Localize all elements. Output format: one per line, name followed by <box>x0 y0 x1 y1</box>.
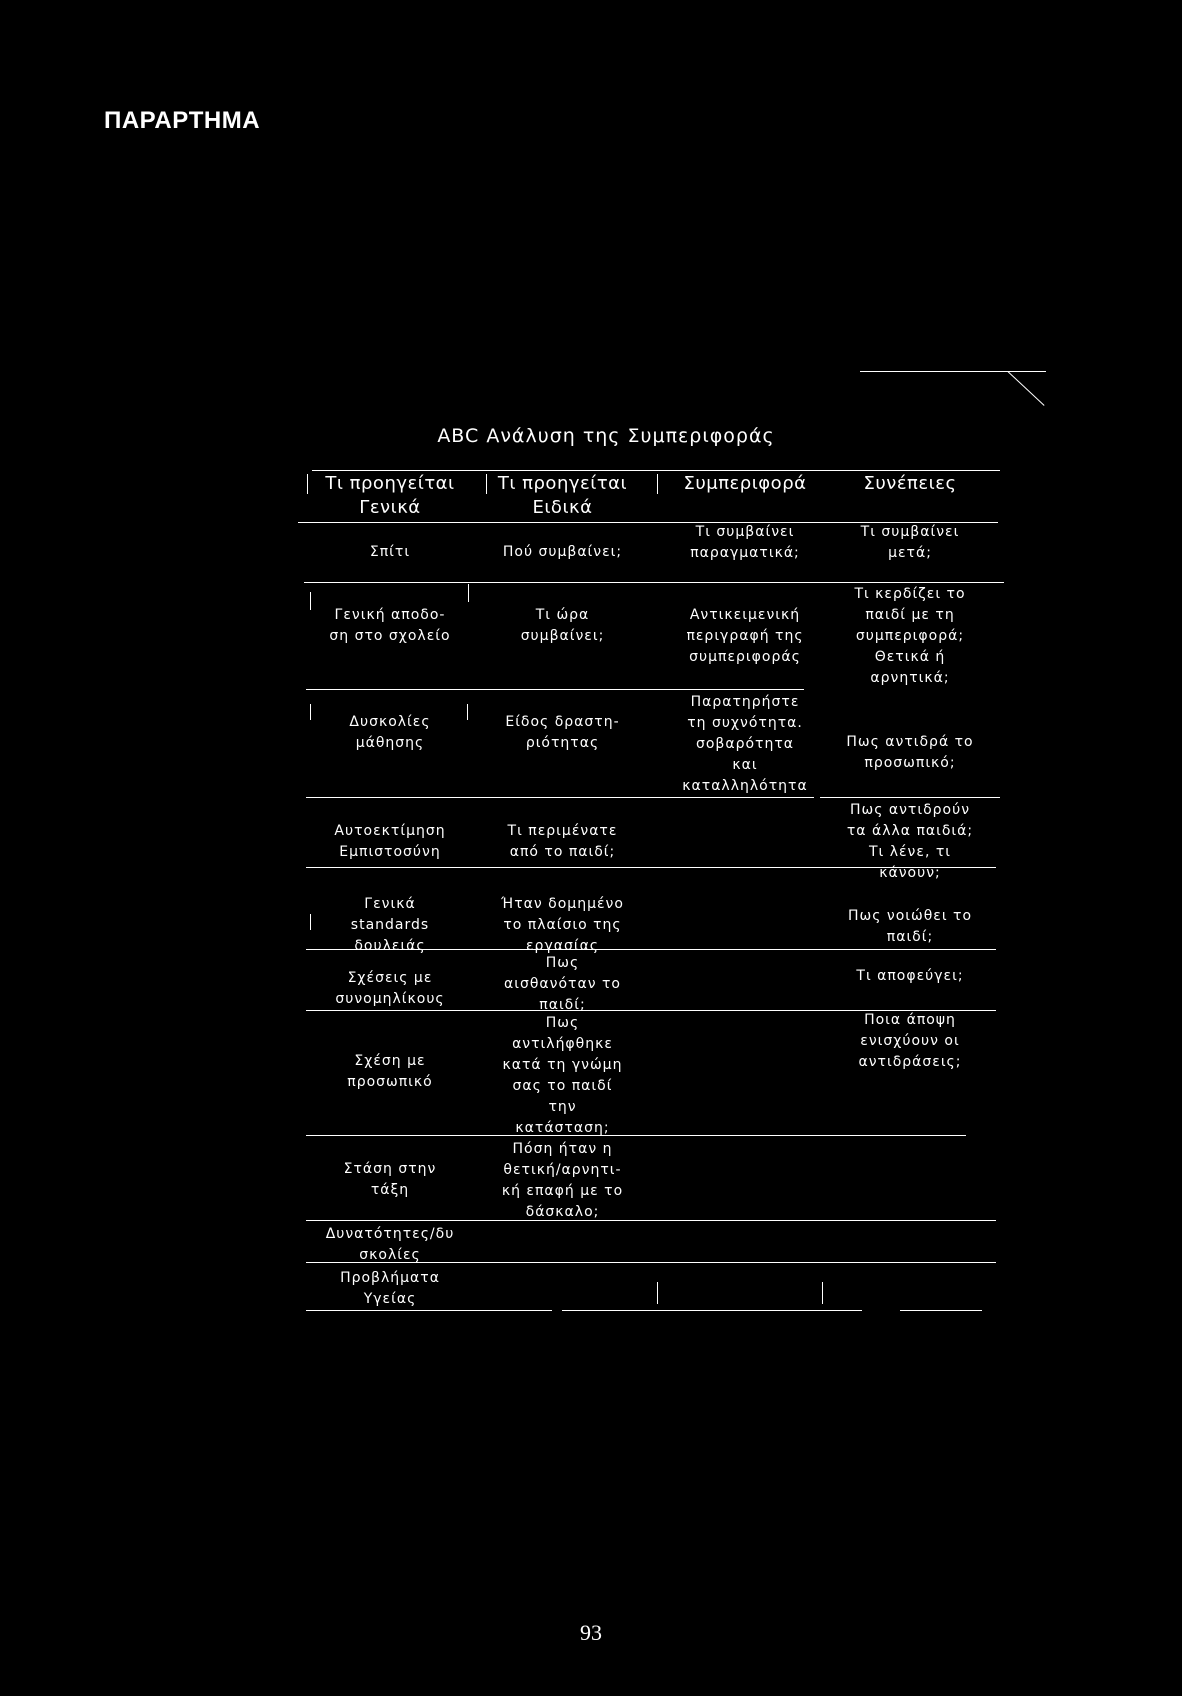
header-line: Τι προηγείται <box>497 473 628 494</box>
col4-cell <box>815 966 1005 987</box>
cell-line: Υγείας <box>363 1291 417 1307</box>
cell-line: Πως <box>545 1015 580 1031</box>
col2-cell <box>470 1139 655 1223</box>
cell-line: τα άλλα παιδιά; <box>846 823 974 839</box>
cell-line: κατάσταση; <box>515 1120 610 1136</box>
subheader-line: Σπίτι <box>369 544 411 560</box>
col1-cell <box>300 968 480 1010</box>
col2-cell <box>470 605 655 647</box>
corner-line <box>860 371 1046 372</box>
cell-line: σας το παιδί <box>512 1078 613 1094</box>
col1-cell <box>300 1268 480 1310</box>
cell-line: συνομηλίκους <box>335 991 445 1007</box>
cell-line: αρνητικά; <box>870 670 950 686</box>
subheader-line: μετά; <box>888 545 932 561</box>
header-line: Συμπεριφορά <box>683 473 807 494</box>
cell-line: ση στο σχολείο <box>329 628 451 644</box>
cell-line: Πως <box>545 955 580 971</box>
cell-line: Πόση ήταν η <box>512 1141 613 1157</box>
column-divider <box>657 474 658 494</box>
cell-line: Τι περιμένατε <box>507 823 618 839</box>
col1-cell <box>300 894 480 957</box>
col1-cell <box>300 712 480 754</box>
header-line: Τι προηγείται <box>325 473 455 494</box>
subheader-line: παραγματικά; <box>690 545 800 561</box>
cell-line: Αυτοεκτίμηση <box>334 823 446 839</box>
column-divider <box>310 914 311 930</box>
cell-line: συμβαίνει; <box>520 628 605 644</box>
col4-cell <box>815 1010 1005 1073</box>
col2-cell <box>470 821 655 863</box>
cell-line: δουλειάς <box>354 938 426 954</box>
cell-line: και <box>732 757 758 773</box>
col2-cell <box>470 953 655 1016</box>
cell-line: παιδί με τη <box>865 607 955 623</box>
col1-cell <box>300 1159 480 1201</box>
table-title: ABC Ανάλυση της Συμπεριφοράς <box>437 425 775 447</box>
cell-line: παιδί; <box>886 929 934 945</box>
column-divider <box>310 704 311 720</box>
cell-line: προσωπικό; <box>864 755 956 771</box>
column-divider <box>310 592 311 610</box>
cell-line: Δυσκολίες <box>349 714 431 730</box>
header-line: Συνέπειες <box>863 473 957 494</box>
subheader-col1 <box>300 542 480 563</box>
cell-line: προσωπικό <box>347 1074 433 1090</box>
row-rule <box>820 797 1000 798</box>
cell-line: Τι ώρα <box>535 607 590 623</box>
col2-cell <box>470 894 655 957</box>
cell-line: Προβλήματα <box>340 1270 440 1286</box>
cell-line: συμπεριφοράς <box>689 649 801 665</box>
col4-cell <box>815 906 1005 948</box>
corner-slash <box>1007 371 1044 406</box>
col4-cell <box>815 732 1005 774</box>
header-line: Γενικά <box>359 497 421 518</box>
cell-line: Γενική αποδο- <box>334 607 446 623</box>
cell-line: Δυνατότητες/δυ <box>325 1226 455 1242</box>
table-bottom-rule <box>306 1310 552 1311</box>
row-rule <box>306 1010 996 1011</box>
page-heading: ΠΑΡΑΡΤΗΜΑ <box>104 107 261 134</box>
table-bottom-rule <box>562 1310 862 1311</box>
cell-line: Σχέση με <box>354 1053 426 1069</box>
cell-line: τη συχνότητα. <box>687 715 803 731</box>
cell-line: περιγραφή της <box>686 628 804 644</box>
cell-line: δάσκαλο; <box>525 1204 600 1220</box>
col4-cell <box>815 800 1005 884</box>
subheader-line: Τι συμβαίνει <box>860 524 960 540</box>
page-number: 93 <box>580 1620 602 1645</box>
row-rule <box>306 949 996 950</box>
subheader-col4 <box>815 522 1005 564</box>
cell-line: αισθανόταν το <box>504 976 621 992</box>
cell-line: Τι κερδίζει το <box>854 586 966 602</box>
cell-line: Είδος δραστη- <box>505 714 620 730</box>
cell-line: Τι λένε, τι <box>868 844 952 860</box>
cell-line: συμπεριφορά; <box>855 628 965 644</box>
cell-line: Ήταν δομημένο <box>501 896 624 912</box>
cell-line: θετική/αρνητι- <box>503 1162 622 1178</box>
cell-line: τάξη <box>370 1182 410 1198</box>
header-col4 <box>815 472 1005 496</box>
cell-line: Εμπιστοσύνη <box>339 844 441 860</box>
cell-line: εργασίας <box>525 938 600 954</box>
cell-line: ενισχύουν οι <box>860 1033 960 1049</box>
cell-line: Παρατηρήστε <box>690 694 800 710</box>
cell-line: το πλαίσιο της <box>503 917 622 933</box>
cell-line: standards <box>350 917 430 933</box>
column-divider <box>486 474 487 494</box>
cell-line: Ποια άποψη <box>864 1012 956 1028</box>
column-divider <box>468 584 469 602</box>
col4-cell <box>815 584 1005 689</box>
cell-line: αντιδράσεις; <box>858 1054 962 1070</box>
subheader-col3 <box>650 522 840 564</box>
col3-cell <box>650 692 840 797</box>
cell-line: Γενικά <box>364 896 416 912</box>
cell-line: κατά τη γνώμη <box>502 1057 623 1073</box>
column-divider <box>467 704 468 720</box>
subheader-col2 <box>470 542 655 563</box>
cell-line: από το παιδί; <box>509 844 616 860</box>
subheader-line: Πού συμβαίνει; <box>502 544 623 560</box>
col1-cell <box>300 1224 480 1266</box>
column-divider <box>307 474 308 494</box>
cell-line: σκολίες <box>359 1247 421 1263</box>
cell-line: Πως αντιδρούν <box>849 802 971 818</box>
header-rule <box>298 522 998 523</box>
cell-line: σοβαρότητα <box>695 736 794 752</box>
subheader-rule <box>304 582 1004 583</box>
table-bottom-rule <box>900 1310 982 1311</box>
cell-line: Στάση στην <box>343 1161 437 1177</box>
row-rule <box>306 1220 996 1221</box>
col1-cell <box>300 821 480 863</box>
cell-line: παιδί; <box>539 997 586 1013</box>
cell-line: Σχέσεις με <box>347 970 433 986</box>
cell-line: Πως αντιδρά το <box>846 734 974 750</box>
column-divider <box>822 1282 823 1304</box>
cell-line: Θετικά ή <box>874 649 946 665</box>
cell-line: Τι αποφεύγει; <box>856 968 964 984</box>
row-rule <box>306 1262 996 1263</box>
cell-line: κάνουν; <box>879 865 941 881</box>
header-col3 <box>650 472 840 496</box>
header-col2 <box>470 472 655 520</box>
row-rule <box>306 867 996 868</box>
header-line: Ειδικά <box>532 497 593 518</box>
cell-line: Πως νοιώθει το <box>847 908 973 924</box>
col1-cell <box>300 1051 480 1093</box>
col1-cell <box>300 605 480 647</box>
table-top-rule <box>312 470 1000 471</box>
cell-line: την <box>548 1099 577 1115</box>
column-divider <box>657 1282 658 1304</box>
cell-line: μάθησης <box>355 735 425 751</box>
subheader-line: Τι συμβαίνει <box>695 524 795 540</box>
cell-line: καταλληλότητα <box>682 778 808 794</box>
col2-cell <box>470 1013 655 1139</box>
row-rule <box>306 797 814 798</box>
cell-line: ριότητας <box>525 735 600 751</box>
cell-line: Αντικειμενική <box>689 607 801 623</box>
cell-line: αντιλήφθηκε <box>512 1036 613 1052</box>
header-col1 <box>300 472 480 520</box>
col3-cell <box>650 605 840 668</box>
col2-cell <box>470 712 655 754</box>
row-rule <box>306 1135 966 1136</box>
cell-line: κή επαφή με το <box>501 1183 624 1199</box>
row-rule <box>306 689 804 690</box>
